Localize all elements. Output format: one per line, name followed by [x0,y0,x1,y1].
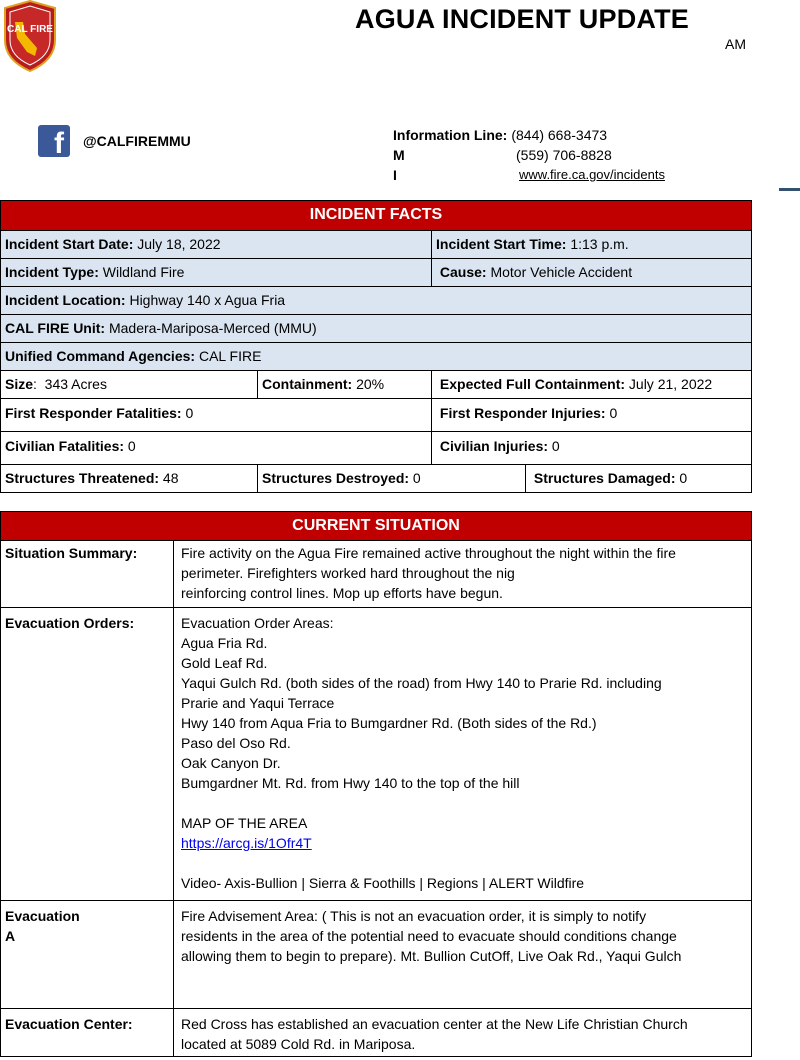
info-line-value: (844) 668-3473 [511,127,608,143]
current-situation-heading: CURRENT SITUATION [1,512,752,541]
expected-containment-cell: Expected Full Containment: July 21, 2022 [432,371,752,399]
info-line-row [393,125,607,145]
center-label: Evacuation Center: [1,1009,174,1057]
location-cell: Incident Location: Highway 140 x Agua Fria [1,287,752,315]
svg-text:CAL FIRE: CAL FIRE [7,24,53,35]
media-line-row [393,145,612,165]
damaged-cell: Structures Damaged: 0 [526,465,752,493]
threatened-cell: Structures Threatened: 48 [1,465,258,493]
update-time: AM [725,36,746,52]
incident-facts-table [0,200,752,493]
destroyed-cell: Structures Destroyed: 0 [258,465,526,493]
unit-cell: CAL FIRE Unit: Madera-Mariposa-Merced (MMU) [1,315,752,343]
edge-mark [779,188,800,191]
map-link[interactable]: https://arcg.is/1Ofr4T [181,835,312,851]
fr-injuries-cell: First Responder Injuries: 0 [432,399,752,432]
containment-cell: Containment: 20% [258,371,432,399]
civ-injuries-cell: Civilian Injuries: 0 [432,432,752,465]
incidents-link[interactable]: www.fire.ca.gov/incidents [519,167,665,182]
start-time-cell: Incident Start Time: 1:13 p.m. [432,231,752,259]
info-line-label: Information Line: [393,127,508,143]
summary-label: Situation Summary: [1,541,174,608]
size-cell: Size: 343 Acres [1,371,258,399]
agencies-cell: Unified Command Agencies: CAL FIRE [1,343,752,371]
cause-cell: Cause: Motor Vehicle Accident [432,259,752,287]
advisory-label: Evacuation A [1,901,174,1009]
fr-fatalities-cell: First Responder Fatalities: 0 [1,399,432,432]
web-label: I [393,167,397,183]
orders-label: Evacuation Orders: [1,608,174,901]
media-line-label: M [393,147,405,163]
advisory-text: Fire Advisement Area: ( This is not an evacuation order, it is simply to notify residents in the area of the potential need to evacuate should conditions change allowing them to begin to prepare). Mt. Bullion CutOff, Live Oak Rd., Yaqui Gulch [174,901,752,1009]
center-text: Red Cross has established an evacuation center at the New Life Christian Church located at 5089 Cold Rd. in Mariposa. [174,1009,752,1057]
web-row [393,165,665,185]
cal-fire-logo [3,0,57,72]
summary-text: Fire activity on the Agua Fire remained active throughout the night within the fire perimeter. Firefighters worked hard throughout the nig reinforcing control lines. Mop up efforts have begun. [174,541,752,608]
incident-type-cell: Incident Type: Wildland Fire [1,259,432,287]
current-situation-table [0,511,752,1057]
contact-info [393,125,665,185]
orders-text: Evacuation Order Areas: Agua Fria Rd. Gold Leaf Rd. Yaqui Gulch Rd. (both sides of the road) from Hwy 140 to Prarie Rd. including Prarie and Yaqui Terrace Hwy 140 from Aqua Fria to Bumgardner Rd. (Both sides of the Rd.) Paso del Oso Rd. Oak Canyon Dr. Bumgardner Mt. Rd. from Hwy 140 to the top of the hill MAP OF THE AREA https://arcg.is/1Ofr4T Video- Axis-Bullion | Sierra & Foothills | Regions | ALERT Wildfire [174,608,752,901]
facebook-icon[interactable]: f [38,125,70,157]
start-date-cell: Incident Start Date: July 18, 2022 [1,231,432,259]
page-title: AGUA INCIDENT UPDATE [355,4,689,34]
media-line-value: (559) 706-8828 [516,147,612,163]
civ-fatalities-cell: Civilian Fatalities: 0 [1,432,432,465]
incident-facts-heading: INCIDENT FACTS [1,201,752,231]
facebook-handle[interactable]: @CALFIREMMU [83,133,191,149]
